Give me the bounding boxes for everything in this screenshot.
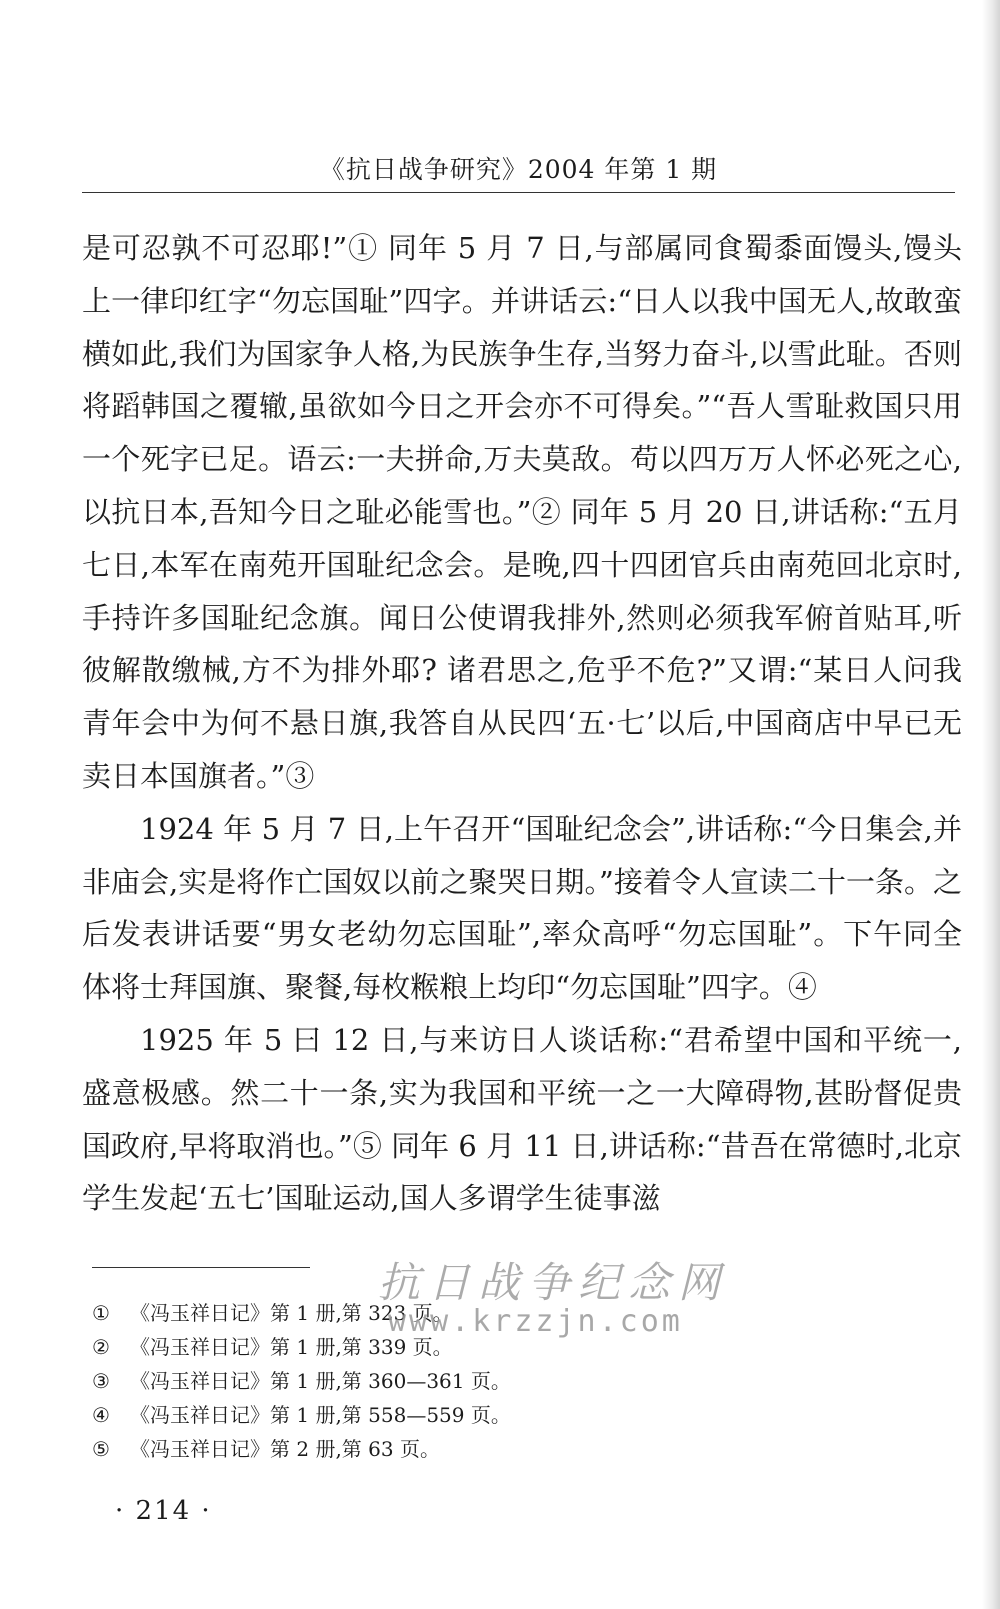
footnote [92, 1364, 792, 1398]
footnote-mark: ③ [92, 1369, 110, 1393]
body-paragraph: 1924 年 5 月 7 日,上午召开“国耻纪念会”,讲话称:“今日集会,并非庙会,实是将作亡国奴以前之聚哭日期。”接着令人宣读二十一条。之后发表讲话要“男女老幼勿忘国耻”,率众高呼“勿忘国耻”。下午同全体将士拜国旗、聚餐,每枚糇粮上均印“勿忘国耻”四字。④ [82, 811, 962, 1005]
body-paragraph: 1925 年 5 曰 12 日,与来访日人谈话称:“君希望中国和平统一,盛意极感。然二十一条,实为我国和平统一之一大障碍物,甚盼督促贵国政府,早将取消也。”⑤ 同年 6 月 11 日,讲话称:“昔吾在常德时,北京学生发起‘五七’国耻运动,国人多谓学生徒事滋 [82, 1022, 962, 1216]
footnote [92, 1398, 792, 1432]
watermark-site-name: 抗日战争纪念网 [378, 1258, 729, 1307]
header-rule [82, 192, 955, 193]
footnote-text: 《冯玉祥日记》第 1 册,第 558—559 页。 [130, 1403, 511, 1427]
watermark [378, 1250, 728, 1339]
watermark-url: www.krzzjn.com [388, 1304, 683, 1339]
page-edge-shadow [982, 0, 1000, 1609]
body-paragraph: 是可忍孰不可忍耶!”① 同年 5 月 7 日,与部属同食蜀黍面馒头,馒头上一律印红字“勿忘国耻”四字。并讲话云:“日人以我中国无人,故敢蛮横如此,我们为国家争人格,为民族争生存,当努力奋斗,以雪此耻。否则将蹈韩国之覆辙,虽欲如今日之开会亦不可得矣。”“吾人雪耻救国只用一个死字已足。语云:一夫拼命,万夫莫敌。苟以四万万人怀必死之心,以抗日本,吾知今日之耻必能雪也。”② 同年 5 月 20 日,讲话称:“五月七日,本军在南苑开国耻纪念会。是晚,四十四团官兵由南苑回北京时,手持许多国耻纪念旗。闻日公使谓我排外,然则必须我军俯首贴耳,听彼解散缴械,方不为排外耶? 诸君思之,危乎不危?”又谓:“某日人问我青年会中为何不悬日旗,我答自从民四‘五·七’以后,中国商店中早已无卖日本国旗者。”③ [82, 231, 962, 793]
footnote-text: 《冯玉祥日记》第 1 册,第 360—361 页。 [130, 1369, 511, 1393]
footnote-mark: ① [92, 1301, 110, 1325]
footnote-mark: ⑤ [92, 1437, 110, 1461]
page-number: · 214 · [115, 1496, 212, 1526]
footnote-rule [92, 1267, 310, 1268]
footnote-mark: ② [92, 1335, 110, 1359]
footnote [92, 1432, 792, 1466]
footnote-text: 《冯玉祥日记》第 2 册,第 63 页。 [130, 1437, 440, 1461]
footnote-text: 《冯玉祥日记》第 1 册,第 323 页。 [130, 1301, 453, 1325]
running-head: 《抗日战争研究》2004 年第 1 期 [319, 155, 718, 184]
footnote-mark: ④ [92, 1403, 110, 1427]
body-text [82, 222, 962, 1225]
footnote-text: 《冯玉祥日记》第 1 册,第 339 页。 [130, 1335, 453, 1359]
